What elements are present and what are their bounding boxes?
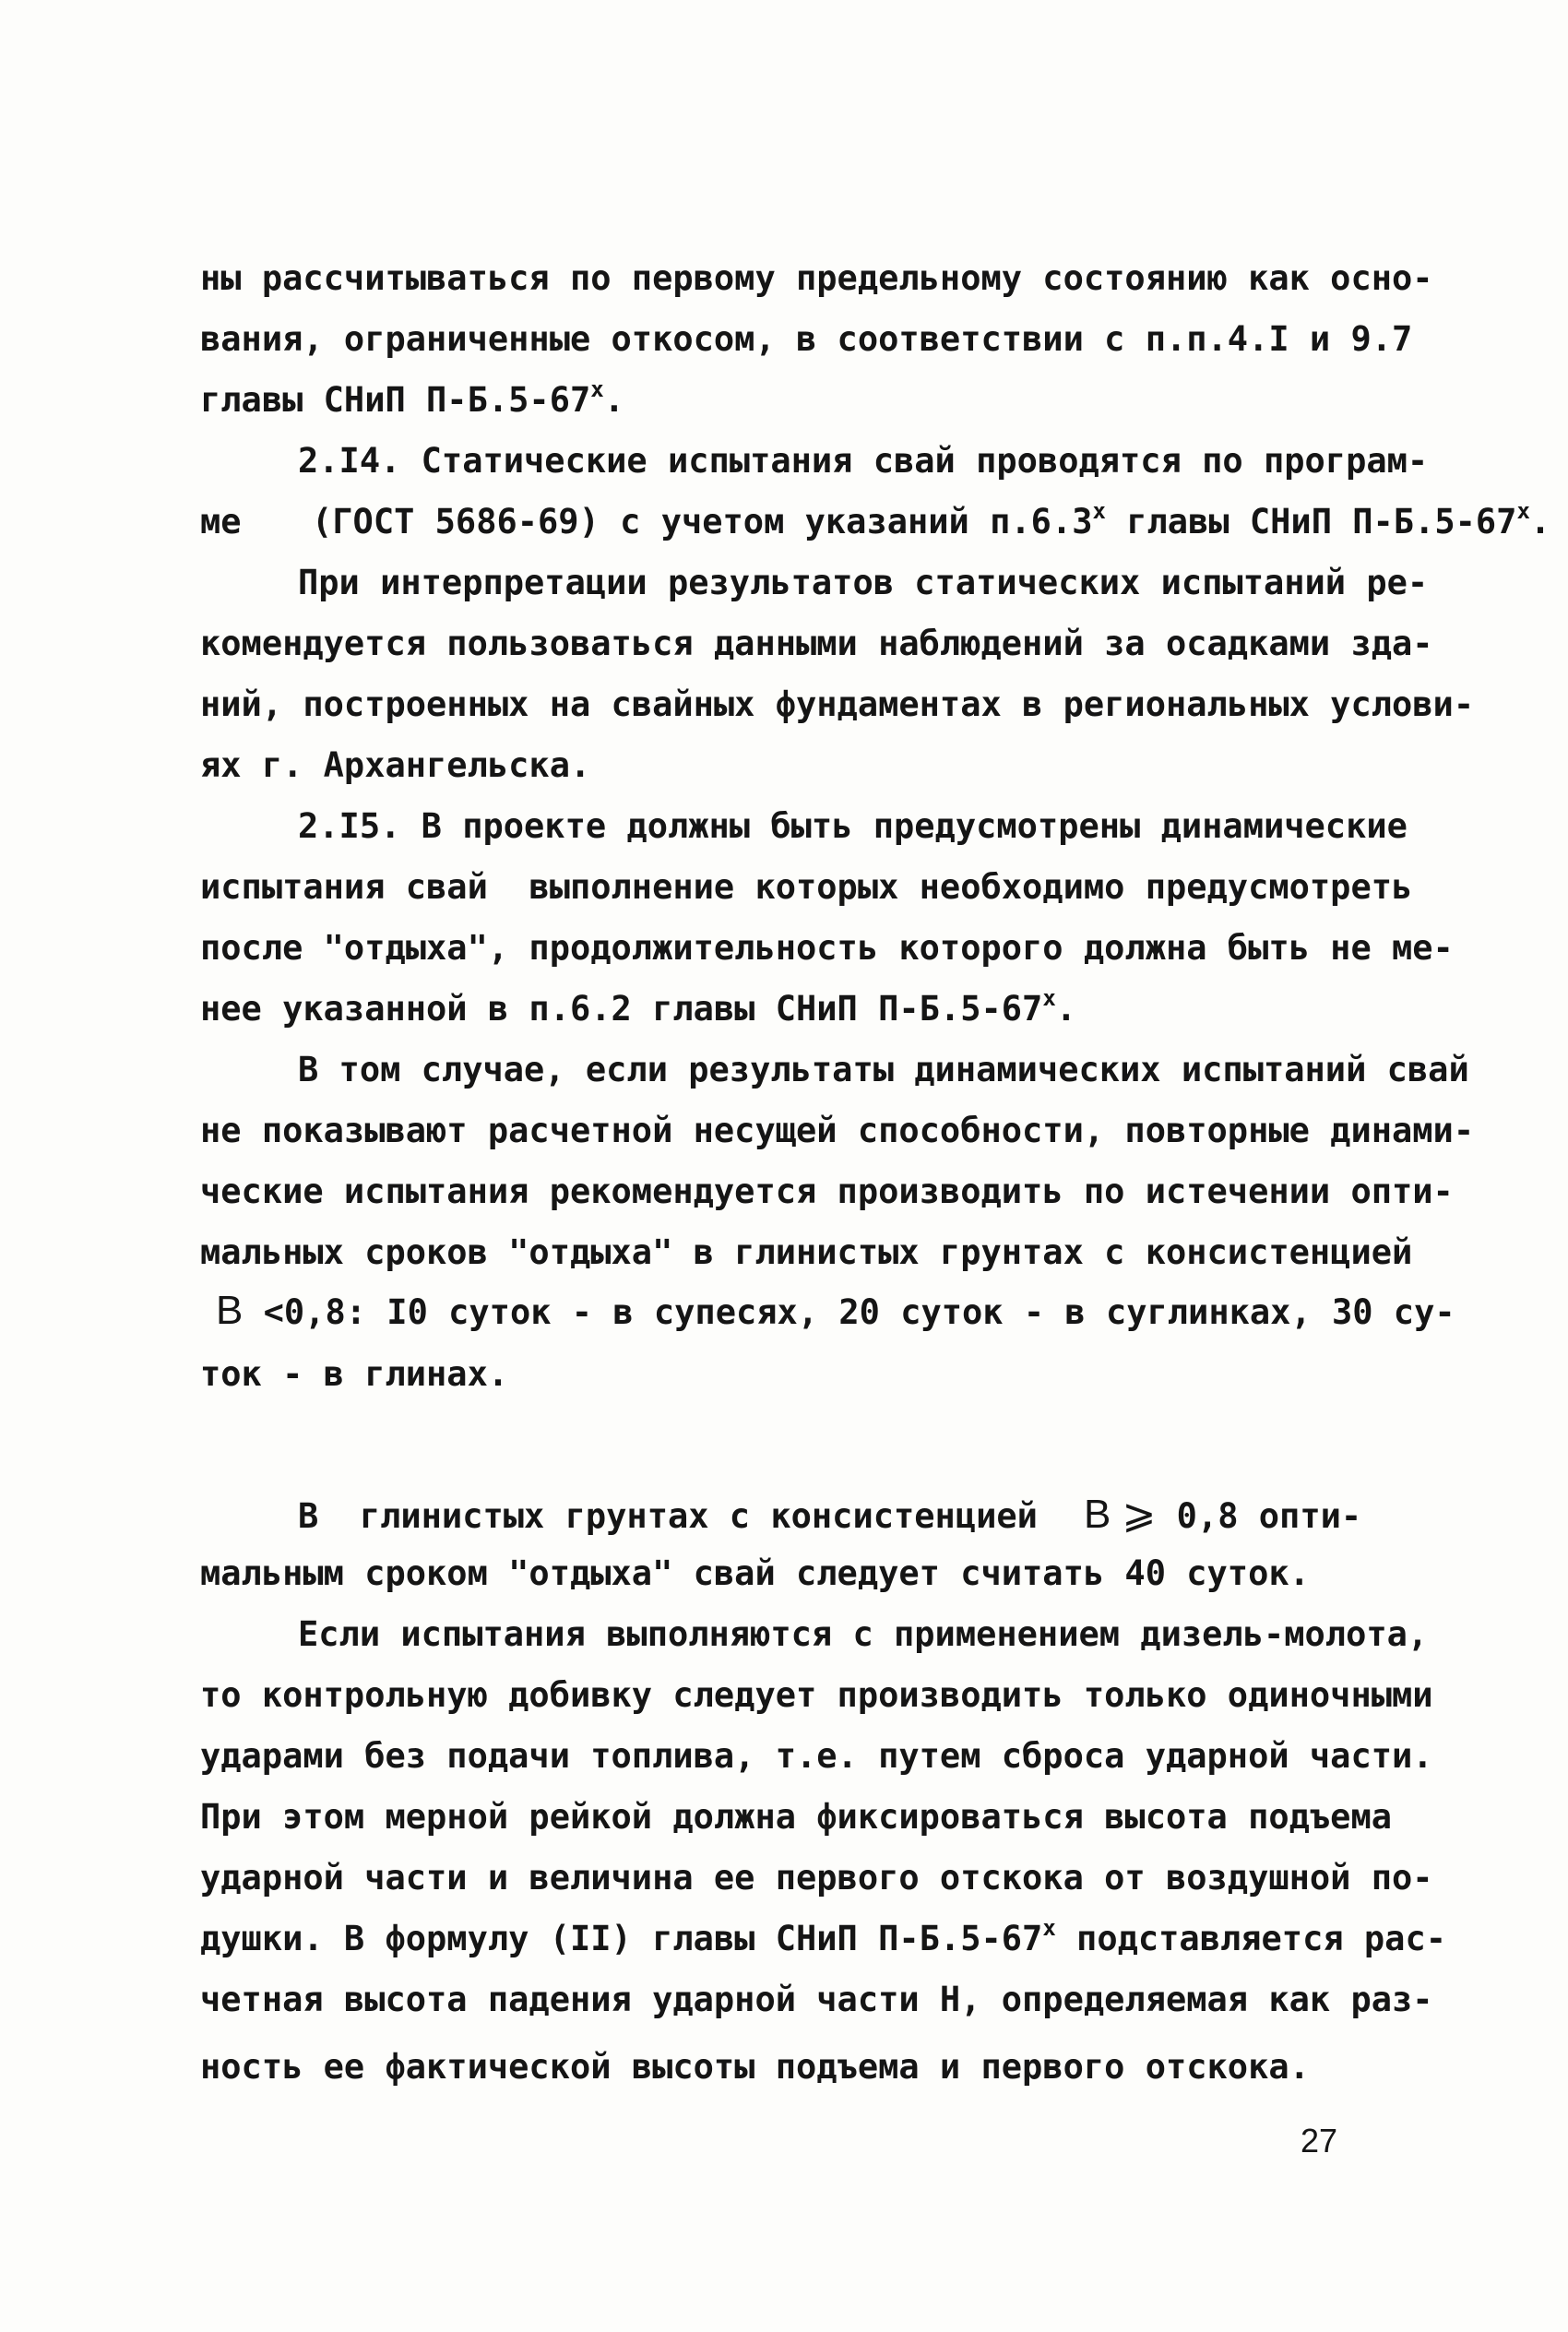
text-line: (ГОСТ 5686-69) с учетом указаний $п.6.3^х$ главы СНиП $П-Б.5-67^х$.: [312, 498, 1551, 541]
text-line: ме: [200, 502, 242, 541]
text-line: 2.I4. Статические испытания свай проводятся по програм-: [298, 441, 1429, 481]
text-line: ударами без подачи топлива, т.е. путем сброса ударной части.: [200, 1736, 1433, 1776]
text-line: В глинистых грунтах с консистенцией В ⩾ 0,8 опти-: [298, 1492, 1362, 1537]
text-line: ческие испытания рекомендуется производить по истечении опти-: [200, 1172, 1454, 1211]
text-line: ность ее фактической высоты подъема и первого отскока.: [200, 2047, 1310, 2087]
text-line: ях г. Архангельска.: [200, 745, 591, 785]
text-line: При интерпретации результатов статических испытаний ре-: [298, 563, 1429, 602]
text-line: комендуется пользоваться данными наблюдений за осадками зда-: [200, 624, 1433, 663]
text-line: мальным сроком "отдыха" свай следует считать 40 суток.: [200, 1553, 1310, 1593]
text-line: ны рассчитываться по первому предельному состоянию как осно-: [200, 258, 1433, 298]
superscript: х: [1092, 498, 1106, 524]
consistency-symbol: В: [216, 1288, 244, 1333]
text-line: В том случае, если результаты динамических испытаний свай: [298, 1050, 1469, 1089]
text-line: ний, построенных на свайных фундаментах в региональных услови-: [200, 684, 1475, 724]
text-line: то контрольную добивку следует производить только одиночными: [200, 1675, 1433, 1715]
text-line: четная высота падения ударной части Н, определяемая как раз-: [200, 1980, 1433, 2019]
superscript: х: [1042, 985, 1056, 1011]
text-line: нее указанной в п.6.2 главы СНиП $П-Б.5-67^х$.: [200, 985, 1077, 1029]
text-line: не показывают расчетной несущей способности, повторные динами-: [200, 1111, 1475, 1150]
text-line: вания, ограниченные откосом, в соответствии с п.п.4.I и 9.7: [200, 319, 1413, 359]
consistency-symbol: В ⩾: [1083, 1492, 1157, 1537]
text-line: главы СНиП $П-Б.5-67^х$.: [200, 376, 624, 420]
page-number: 27: [1301, 2122, 1338, 2159]
text-line: При этом мерной рейкой должна фиксироваться высота подъема: [200, 1797, 1393, 1837]
text-line: испытания свай выполнение которых необходимо предусмотреть: [200, 867, 1413, 907]
text-line: В <0,8: I0 суток - в супесях, 20 суток - в суглинках, 30 су-: [216, 1288, 1455, 1333]
text-line: мальных сроков "отдыха" в глинистых грунтах с консистенцией: [200, 1232, 1413, 1272]
text-line: ток - в глинах.: [200, 1354, 509, 1394]
superscript: х: [590, 376, 604, 402]
superscript: х: [1042, 1915, 1056, 1941]
text-line: Если испытания выполняются с применением дизель-молота,: [298, 1614, 1429, 1654]
text-line: после "отдыха", продолжительность которого должна быть не ме-: [200, 928, 1454, 968]
text-line: ударной части и величина ее первого отскока от воздушной по-: [200, 1858, 1433, 1898]
text-line: 2.I5. В проекте должны быть предусмотрены динамические: [298, 806, 1408, 846]
text-line: душки. В формулу (II) главы СНиП $П-Б.5-67^х$ подставляется рас-: [200, 1915, 1447, 1958]
superscript: х: [1516, 498, 1530, 524]
